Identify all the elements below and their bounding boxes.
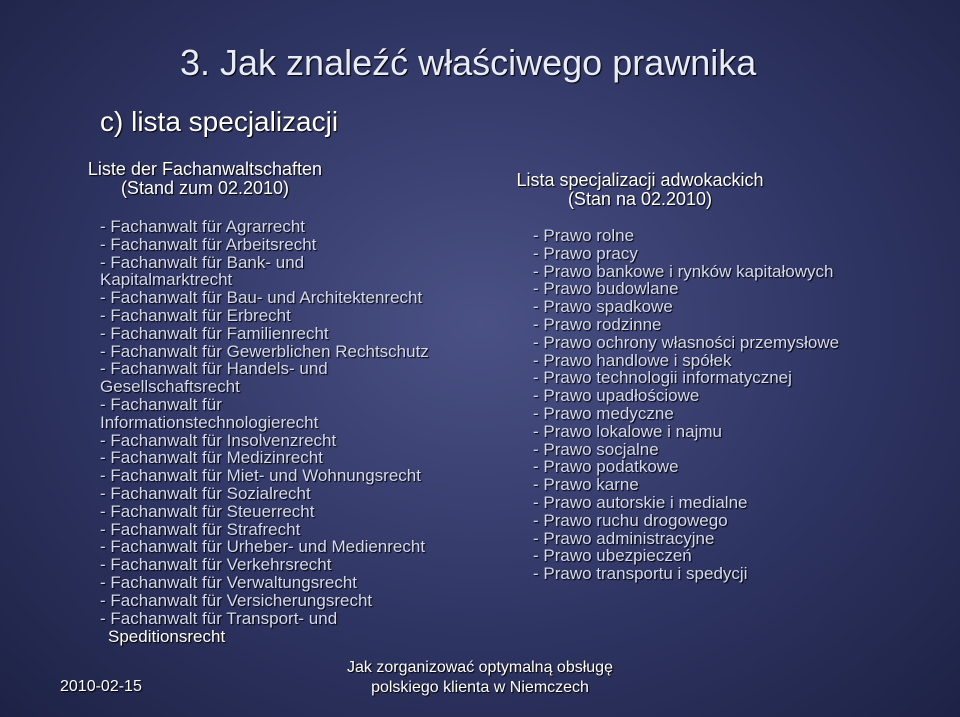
list-item: - Fachanwalt für Bau- und Architektenrecht xyxy=(100,288,423,308)
list-item: - Fachanwalt für Verkehrsrecht xyxy=(100,555,332,575)
list-item: - Fachanwalt für Verwaltungsrecht xyxy=(100,572,358,592)
left-heading-line2: (Stand zum 02.2010) xyxy=(120,178,290,198)
list-item: - Fachanwalt für Gewerblichen Rechtschutz xyxy=(100,341,429,361)
list-item: - Prawo socjalne xyxy=(533,439,659,459)
footer-caption-line1: Jak zorganizować optymalną obsługę xyxy=(347,659,613,676)
list-item: - Prawo upadłościowe xyxy=(533,386,700,406)
list-item: - Fachanwalt für Familienrecht xyxy=(100,323,329,343)
list-item: - Prawo ubezpieczeń xyxy=(533,546,692,566)
footer-caption xyxy=(320,658,640,698)
list-item: - Prawo ochrony własności przemysłowe xyxy=(533,332,840,352)
slide-subtitle: c) lista specjalizacji xyxy=(100,106,339,137)
list-item: - Prawo technologii informatycznej xyxy=(533,368,792,388)
list-item: - Fachanwalt für Handels- und xyxy=(100,359,328,379)
list-item: - Fachanwalt für Transport- und xyxy=(100,608,338,628)
list-item: - Prawo transportu i spedycji xyxy=(533,564,748,584)
list-item: - Prawo pracy xyxy=(533,243,638,263)
list-item: Kapitalmarktrecht xyxy=(100,270,233,290)
list-item: - Prawo budowlane xyxy=(533,279,679,299)
list-item: - Fachanwalt für Steuerrecht xyxy=(100,501,315,521)
right-heading-line1: Lista specjalizacji adwokackich xyxy=(516,170,764,190)
list-item: - Prawo rodzinne xyxy=(533,314,662,334)
footer-caption-line2: polskiego klienta w Niemczech xyxy=(371,679,589,696)
list-item: - Prawo medyczne xyxy=(533,403,674,423)
list-item: - Prawo karne xyxy=(533,475,639,495)
left-list-last-line: Speditionsrecht xyxy=(108,627,226,646)
right-heading-line2: (Stan na 02.2010) xyxy=(567,189,713,209)
list-item: - Fachanwalt für Bank- und xyxy=(100,252,305,272)
list-item: - Fachanwalt für Agrarrecht xyxy=(100,217,306,236)
list-item: Gesellschaftsrecht xyxy=(100,377,240,397)
list-item: - Prawo handlowe i spółek xyxy=(533,350,732,370)
slide-title: 3. Jak znaleźć właściwego prawnika xyxy=(180,42,757,83)
list-item: - Fachanwalt für Medizinrecht xyxy=(100,448,323,468)
footer-date: 2010-02-15 xyxy=(60,678,142,695)
right-column-heading xyxy=(500,171,780,209)
list-item: - Prawo bankowe i rynków kapitałowych xyxy=(533,261,834,281)
left-heading-line1: Liste der Fachanwaltschaften xyxy=(87,159,323,179)
list-item: - Prawo podatkowe xyxy=(533,457,679,477)
list-item: - Prawo ruchu drogowego xyxy=(533,510,728,530)
list-item: - Fachanwalt für Erbrecht xyxy=(100,305,291,325)
left-column-heading xyxy=(70,160,340,198)
list-item: - Fachanwalt für Arbeitsrecht xyxy=(100,234,317,254)
list-item: - Prawo autorskie i medialne xyxy=(533,492,748,512)
list-item: - Prawo lokalowe i najmu xyxy=(533,421,722,441)
list-item: - Fachanwalt für xyxy=(100,394,222,414)
list-item: - Prawo administracyjne xyxy=(533,528,715,548)
list-item: - Prawo rolne xyxy=(533,226,635,245)
list-item: - Prawo spadkowe xyxy=(533,297,673,317)
list-item: - Fachanwalt für Miet- und Wohnungsrecht xyxy=(100,466,421,486)
right-specialization-list xyxy=(533,227,933,583)
list-item: - Fachanwalt für Insolvenzrecht xyxy=(100,430,337,450)
list-item: - Fachanwalt für Versicherungsrecht xyxy=(100,590,373,610)
list-item: - Fachanwalt für Strafrecht xyxy=(100,519,301,539)
list-item: - Fachanwalt für Sozialrecht xyxy=(100,483,311,503)
list-item: Informationstechnologierecht xyxy=(100,412,319,432)
list-item: - Fachanwalt für Urheber- und Medienrecht xyxy=(100,537,426,557)
left-specialization-list xyxy=(100,218,470,627)
